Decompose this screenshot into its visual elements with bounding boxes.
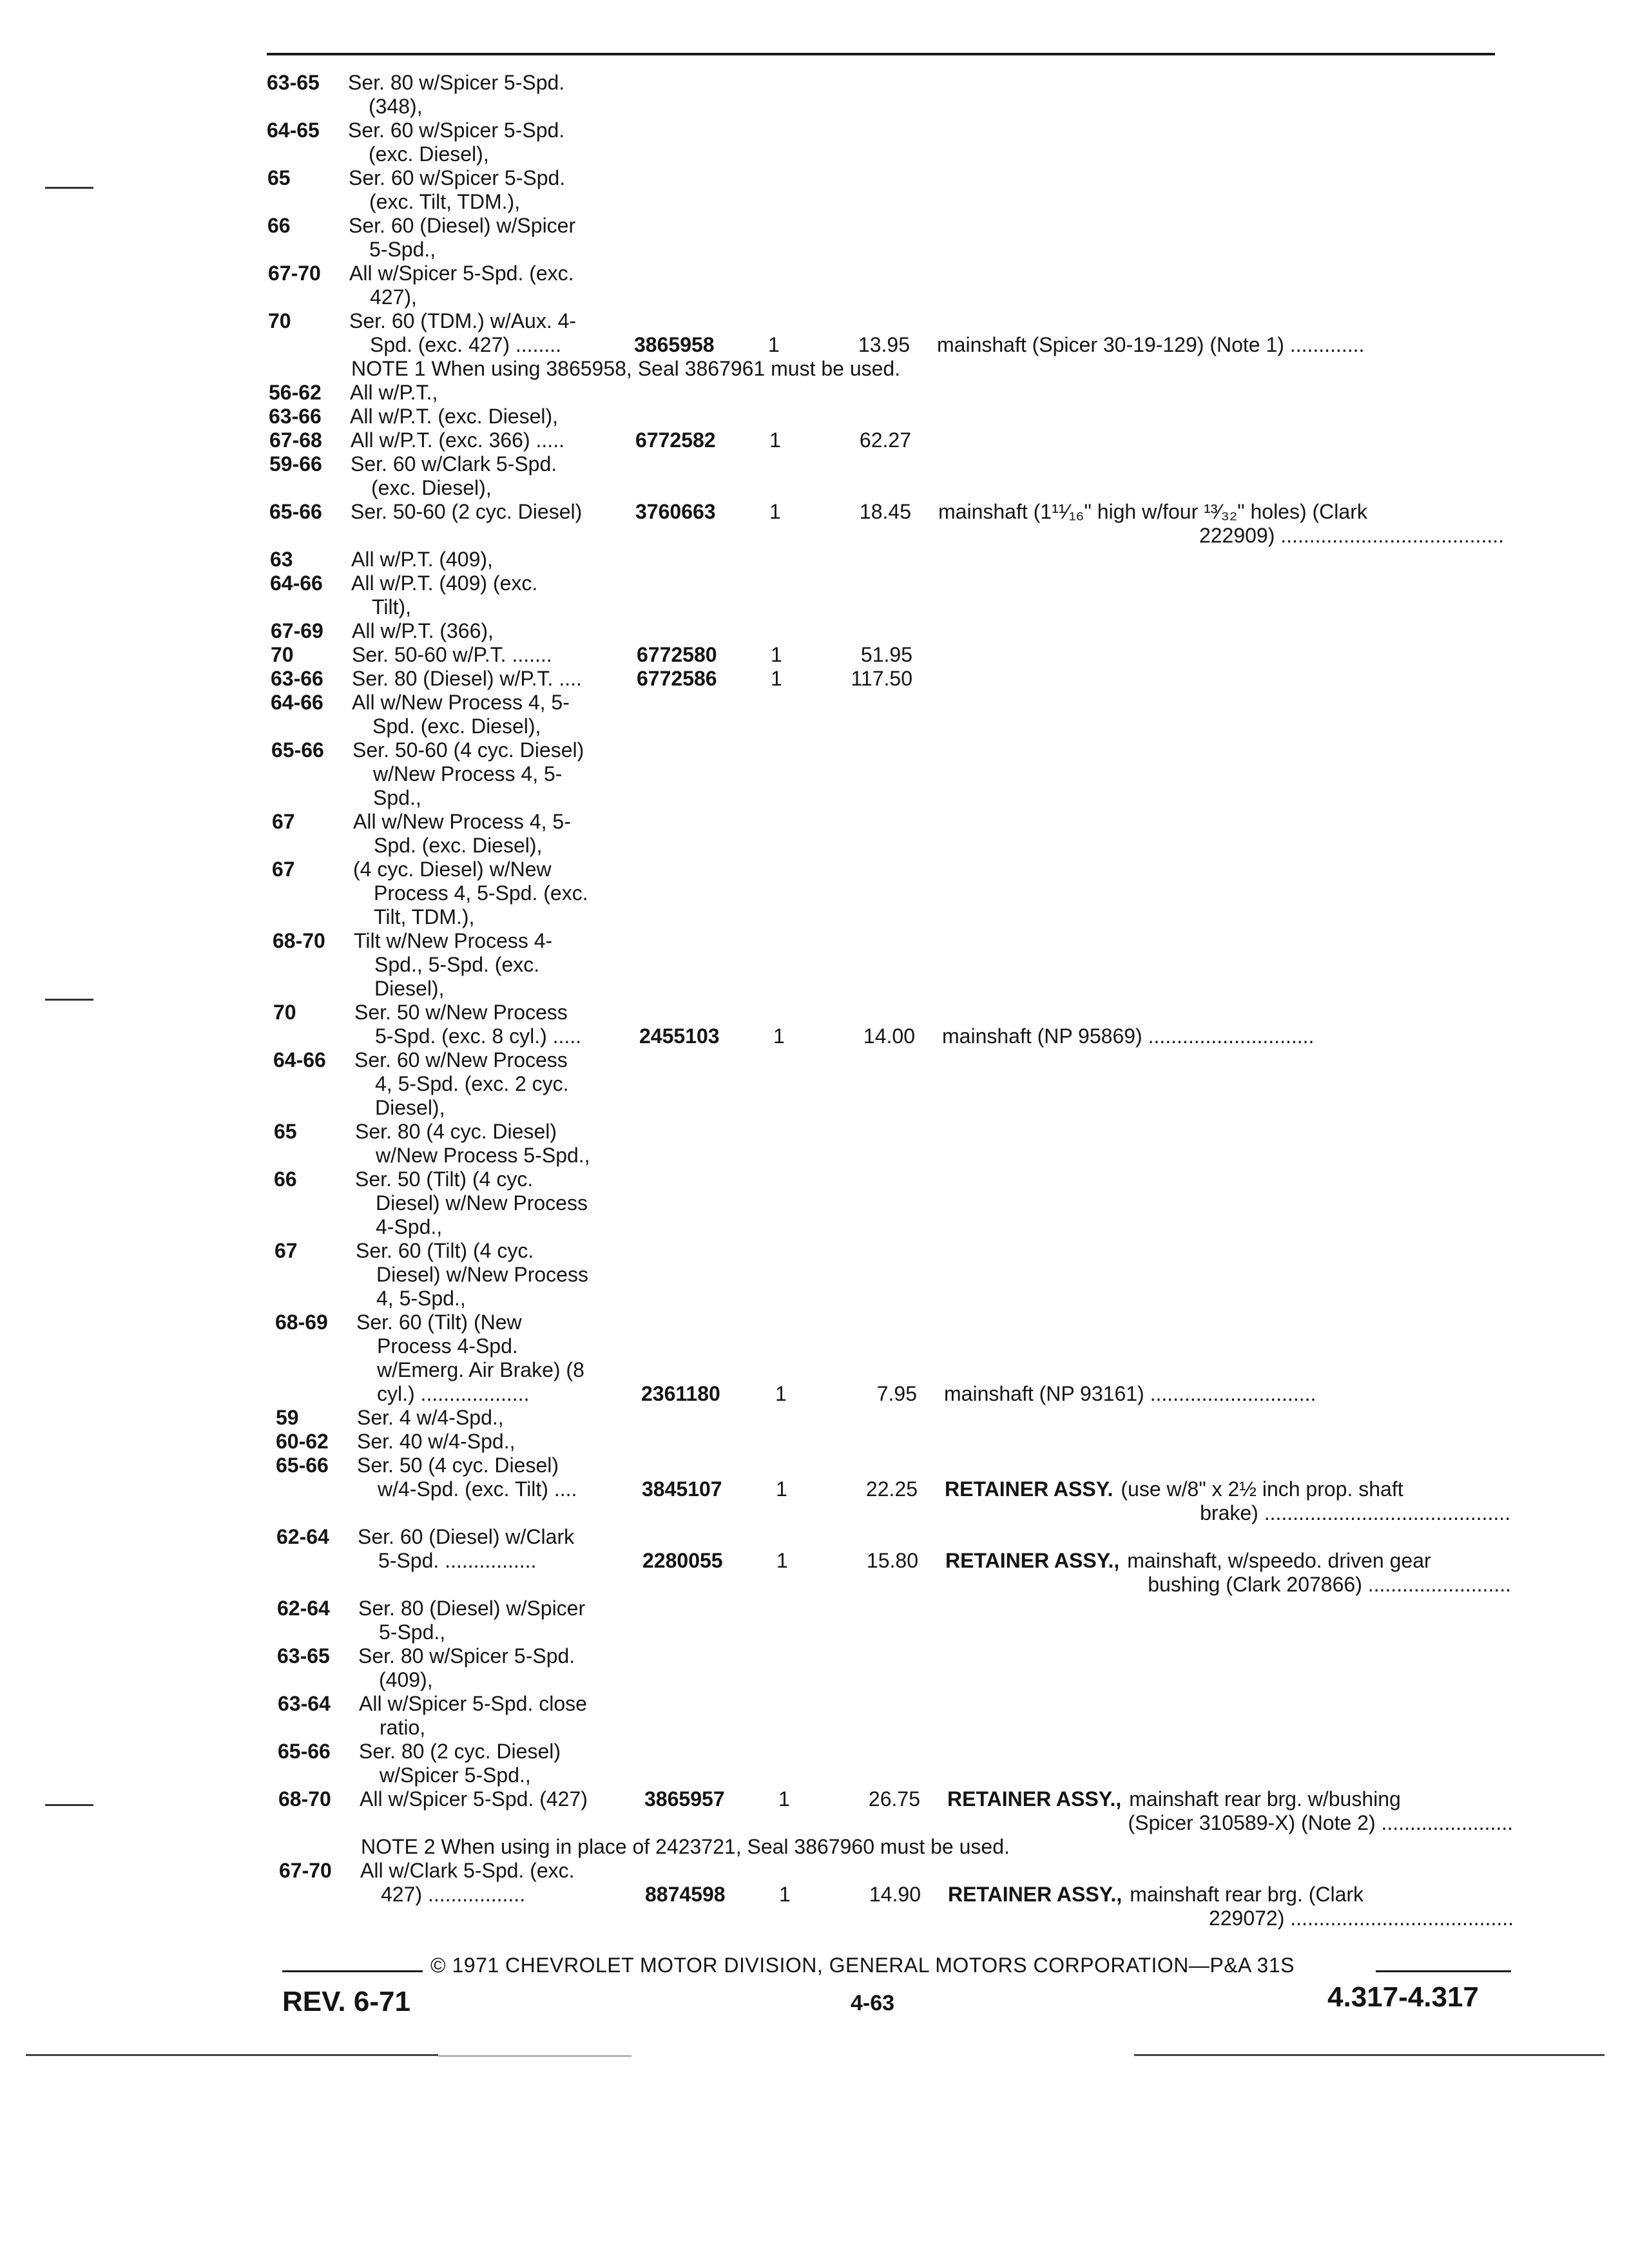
part-description: mainshaft (NP 95869) ............................. <box>942 1024 1315 1048</box>
margin-mark <box>45 1804 93 1806</box>
part-number: 3865957 <box>644 1787 725 1811</box>
application-text: All w/New Process 4, 5- <box>353 810 571 833</box>
application-text: Spd., <box>373 786 421 809</box>
application-text: Ser. 50 w/New Process <box>354 1001 568 1024</box>
model-years: 68-70 <box>273 929 325 952</box>
unit-price: 18.45 <box>859 500 911 523</box>
application-text: Ser. 50-60 (2 cyc. Diesel) <box>351 500 583 523</box>
application-text: Ser. 50 (Tilt) (4 cyc. <box>355 1168 534 1191</box>
part-number: 2280055 <box>642 1549 723 1572</box>
part-number: 6772582 <box>635 428 716 452</box>
unit-price: 15.80 <box>866 1549 918 1572</box>
application-text: Tilt, TDM.), <box>374 905 475 928</box>
application-text: 427) ................. <box>381 1883 526 1906</box>
application-text: (348), <box>369 95 423 118</box>
application-text: Ser. 80 w/Spicer 5-Spd. <box>358 1644 575 1667</box>
model-years: 67-70 <box>279 1859 332 1882</box>
part-description: mainshaft (1¹¹⁄₁₆" high w/four ¹³⁄₃₂" holes) (Clark <box>938 500 1367 523</box>
model-years: 63-64 <box>278 1692 331 1715</box>
model-years: 65-66 <box>271 738 324 762</box>
application-text: Ser. 80 (4 cyc. Diesel) <box>355 1120 557 1143</box>
application-text: 5-Spd. ................ <box>378 1549 537 1572</box>
application-text: 5-Spd., <box>369 238 436 261</box>
application-text: All w/P.T. (exc. 366) ..... <box>351 428 564 452</box>
application-text: Spd. (exc. Diesel), <box>374 834 543 857</box>
part-description: (Spicer 310589-X) (Note 2) ....................... <box>1128 1811 1513 1834</box>
part-name: RETAINER ASSY. <box>945 1477 1113 1501</box>
quantity: 1 <box>771 667 782 690</box>
application-text: (4 cyc. Diesel) w/New <box>353 858 552 881</box>
model-years: 66 <box>267 214 291 237</box>
part-name: RETAINER ASSY., <box>945 1549 1120 1572</box>
model-years: 66 <box>274 1168 297 1191</box>
quantity: 1 <box>768 333 780 356</box>
application-text: Ser. 60 (TDM.) w/Aux. 4- <box>349 309 577 332</box>
bottom-rule-left <box>26 2054 438 2056</box>
model-years: 65 <box>267 166 291 189</box>
model-years: 70 <box>268 309 291 332</box>
application-text: w/Emerg. Air Brake) (8 <box>377 1358 584 1381</box>
application-text: Ser. 60 (Tilt) (New <box>356 1311 522 1334</box>
part-number: 2361180 <box>641 1382 720 1405</box>
copyright-notice: © 1971 CHEVROLET MOTOR DIVISION, GENERAL MOTORS CORPORATION—P&A 31S <box>430 1954 1295 1977</box>
quantity: 1 <box>776 1549 788 1572</box>
model-years: 68-69 <box>275 1311 328 1334</box>
model-years: 62-64 <box>277 1597 330 1620</box>
part-number: 6772580 <box>637 643 717 666</box>
quantity: 1 <box>769 428 781 452</box>
application-text: Diesel) w/New Process <box>376 1263 588 1286</box>
application-text: Tilt), <box>372 595 412 619</box>
application-text: 5-Spd., <box>379 1620 446 1644</box>
model-years: 64-66 <box>271 691 323 714</box>
model-years: 67-70 <box>268 262 321 285</box>
unit-price: 62.27 <box>859 428 911 452</box>
model-years: 64-66 <box>273 1048 326 1072</box>
unit-price: 22.25 <box>865 1477 918 1501</box>
unit-price: 51.95 <box>860 643 912 666</box>
application-text: Ser. 4 w/4-Spd., <box>357 1406 504 1429</box>
part-description: mainshaft rear brg. w/bushing <box>1129 1787 1401 1811</box>
part-description: 229072) ....................................... <box>1208 1907 1514 1930</box>
application-text: All w/Spicer 5-Spd. (427) <box>360 1787 588 1811</box>
application-text: (exc. Diesel), <box>369 142 489 166</box>
application-text: Ser. 80 (Diesel) w/Spicer <box>358 1597 586 1620</box>
application-text: 4-Spd., <box>376 1215 443 1238</box>
application-text: (exc. Tilt, TDM.), <box>369 190 521 213</box>
margin-mark <box>45 999 93 1001</box>
application-text: Ser. 50 (4 cyc. Diesel) <box>357 1454 559 1477</box>
quantity: 1 <box>769 500 781 523</box>
application-text: Diesel), <box>374 977 445 1000</box>
model-years: 64-66 <box>270 572 323 595</box>
application-text: Ser. 80 (2 cyc. Diesel) <box>359 1740 561 1763</box>
unit-price: 117.50 <box>851 667 912 690</box>
application-text: All w/P.T. (409) (exc. <box>351 572 538 595</box>
application-text: All w/P.T. (exc. Diesel), <box>350 405 559 428</box>
part-number: 6772586 <box>637 667 717 690</box>
application-text: Ser. 60 w/Spicer 5-Spd. <box>349 166 566 189</box>
application-text: All w/P.T. (366), <box>352 619 494 642</box>
bottom-rule-right <box>1134 2054 1605 2056</box>
page-number: 4-63 <box>851 1991 895 2015</box>
model-years: 63-66 <box>269 405 322 428</box>
part-name: RETAINER ASSY., <box>947 1787 1122 1811</box>
revision-date: REV. 6-71 <box>282 1986 410 2017</box>
part-number: 8874598 <box>645 1883 726 1906</box>
model-years: 67-69 <box>271 619 323 642</box>
part-description: brake) ........................................... <box>1200 1501 1510 1524</box>
application-text: 427), <box>370 285 417 309</box>
application-text: Diesel) w/New Process <box>376 1191 588 1215</box>
application-text: (exc. Diesel), <box>371 476 492 499</box>
application-text: Ser. 60 w/Clark 5-Spd. <box>351 452 557 476</box>
model-years: 63-65 <box>277 1644 330 1667</box>
application-text: Spd., 5-Spd. (exc. <box>374 953 540 976</box>
application-text: w/4-Spd. (exc. Tilt) .... <box>378 1477 577 1501</box>
application-text: All w/New Process 4, 5- <box>352 691 570 714</box>
part-description: mainshaft (Spicer 30-19-129) (Note 1) ............. <box>937 333 1365 356</box>
model-years: 67 <box>272 858 295 881</box>
application-text: Ser. 60 (Diesel) w/Clark <box>358 1525 575 1548</box>
application-text: Ser. 60 w/Spicer 5-Spd. <box>348 119 565 142</box>
application-text: Ser. 60 w/New Process <box>354 1048 568 1072</box>
application-text: Tilt w/New Process 4- <box>354 929 553 952</box>
part-number: 3865958 <box>634 333 715 356</box>
part-name: RETAINER ASSY., <box>948 1883 1123 1906</box>
application-text: (409), <box>379 1668 433 1691</box>
application-text: 5-Spd. (exc. 8 cyl.) ..... <box>375 1024 582 1048</box>
bottom-rule-mid <box>438 2055 631 2057</box>
application-text: All w/Spicer 5-Spd. (exc. <box>349 262 574 285</box>
part-number: 3845107 <box>642 1477 722 1501</box>
model-years: 65-66 <box>276 1454 329 1477</box>
application-text: w/New Process 4, 5- <box>373 762 563 785</box>
part-description: bushing (Clark 207866) ......................... <box>1148 1573 1511 1596</box>
model-years: 65-66 <box>269 500 322 523</box>
model-years: 67-68 <box>269 428 322 452</box>
application-text: All w/P.T., <box>350 381 438 404</box>
application-text: w/Spicer 5-Spd., <box>380 1763 531 1787</box>
model-years: 56-62 <box>269 381 322 404</box>
application-text: Ser. 80 w/Spicer 5-Spd. <box>348 71 565 94</box>
application-text: Spd. (exc. 427) ........ <box>370 333 562 356</box>
application-text: cyl.) ................... <box>377 1382 530 1405</box>
unit-price: 26.75 <box>868 1787 920 1811</box>
part-number: 2455103 <box>639 1024 720 1048</box>
model-years: 67 <box>272 810 295 833</box>
quantity: 1 <box>773 1024 785 1048</box>
footer-rule-left <box>282 1970 423 1972</box>
model-years: 68-70 <box>278 1787 331 1811</box>
part-description: mainshaft rear brg. (Clark <box>1130 1883 1364 1906</box>
model-years: 59 <box>276 1406 299 1429</box>
model-years: 65-66 <box>278 1740 331 1763</box>
application-text: Ser. 80 (Diesel) w/P.T. .... <box>352 667 582 690</box>
quantity: 1 <box>771 643 782 666</box>
application-text: Ser. 50-60 w/P.T. ....... <box>352 643 552 666</box>
application-text: All w/P.T. (409), <box>351 548 493 571</box>
model-years: 63-65 <box>267 71 320 94</box>
application-text: 4, 5-Spd. (exc. 2 cyc. <box>375 1072 569 1095</box>
application-text: Ser. 50-60 (4 cyc. Diesel) <box>352 738 584 762</box>
application-text: Ser. 40 w/4-Spd., <box>357 1430 516 1453</box>
quantity: 1 <box>779 1883 791 1906</box>
unit-price: 7.95 <box>876 1382 917 1405</box>
quantity: 1 <box>775 1382 787 1405</box>
application-text: Ser. 60 (Tilt) (4 cyc. <box>356 1239 534 1262</box>
unit-price: 14.90 <box>869 1883 921 1906</box>
unit-price: 13.95 <box>858 333 910 356</box>
part-description: 222909) ....................................... <box>1199 524 1504 547</box>
quantity: 1 <box>778 1787 790 1811</box>
part-description: mainshaft (NP 93161) ............................. <box>944 1382 1316 1405</box>
model-years: 70 <box>273 1001 296 1024</box>
model-years: 63 <box>270 548 293 571</box>
footnote: NOTE 2 When using in place of 2423721, Seal 3867960 must be used. <box>361 1835 1010 1858</box>
model-years: 70 <box>271 643 294 666</box>
application-text: Process 4-Spd. <box>377 1334 518 1358</box>
margin-mark <box>45 187 93 189</box>
model-years: 60-62 <box>276 1430 329 1453</box>
model-years: 59-66 <box>269 452 322 476</box>
model-years: 67 <box>275 1239 298 1262</box>
unit-price: 14.00 <box>863 1024 915 1048</box>
application-text: All w/Spicer 5-Spd. close <box>359 1692 587 1715</box>
footer-rule-right <box>1376 1970 1511 1972</box>
top-rule <box>267 53 1495 55</box>
footnote: NOTE 1 When using 3865958, Seal 3867961 must be used. <box>351 357 901 380</box>
section-number: 4.317-4.317 <box>1327 1981 1479 2013</box>
model-years: 62-64 <box>276 1525 329 1548</box>
model-years: 65 <box>274 1120 297 1143</box>
application-text: Spd. (exc. Diesel), <box>372 715 541 738</box>
application-text: Process 4, 5-Spd. (exc. <box>374 881 588 905</box>
application-text: ratio, <box>380 1716 426 1739</box>
model-years: 64-65 <box>267 119 320 142</box>
part-description: mainshaft, w/speedo. driven gear <box>1127 1549 1431 1572</box>
application-text: All w/Clark 5-Spd. (exc. <box>360 1859 575 1882</box>
application-text: 4, 5-Spd., <box>376 1287 466 1310</box>
quantity: 1 <box>776 1477 787 1501</box>
application-text: w/New Process 5-Spd., <box>376 1144 590 1167</box>
application-text: Ser. 60 (Diesel) w/Spicer <box>349 214 576 237</box>
part-description: (use w/8" x 2½ inch prop. shaft <box>1121 1477 1403 1501</box>
model-years: 63-66 <box>271 667 323 690</box>
part-number: 3760663 <box>635 500 716 523</box>
application-text: Diesel), <box>375 1096 445 1119</box>
